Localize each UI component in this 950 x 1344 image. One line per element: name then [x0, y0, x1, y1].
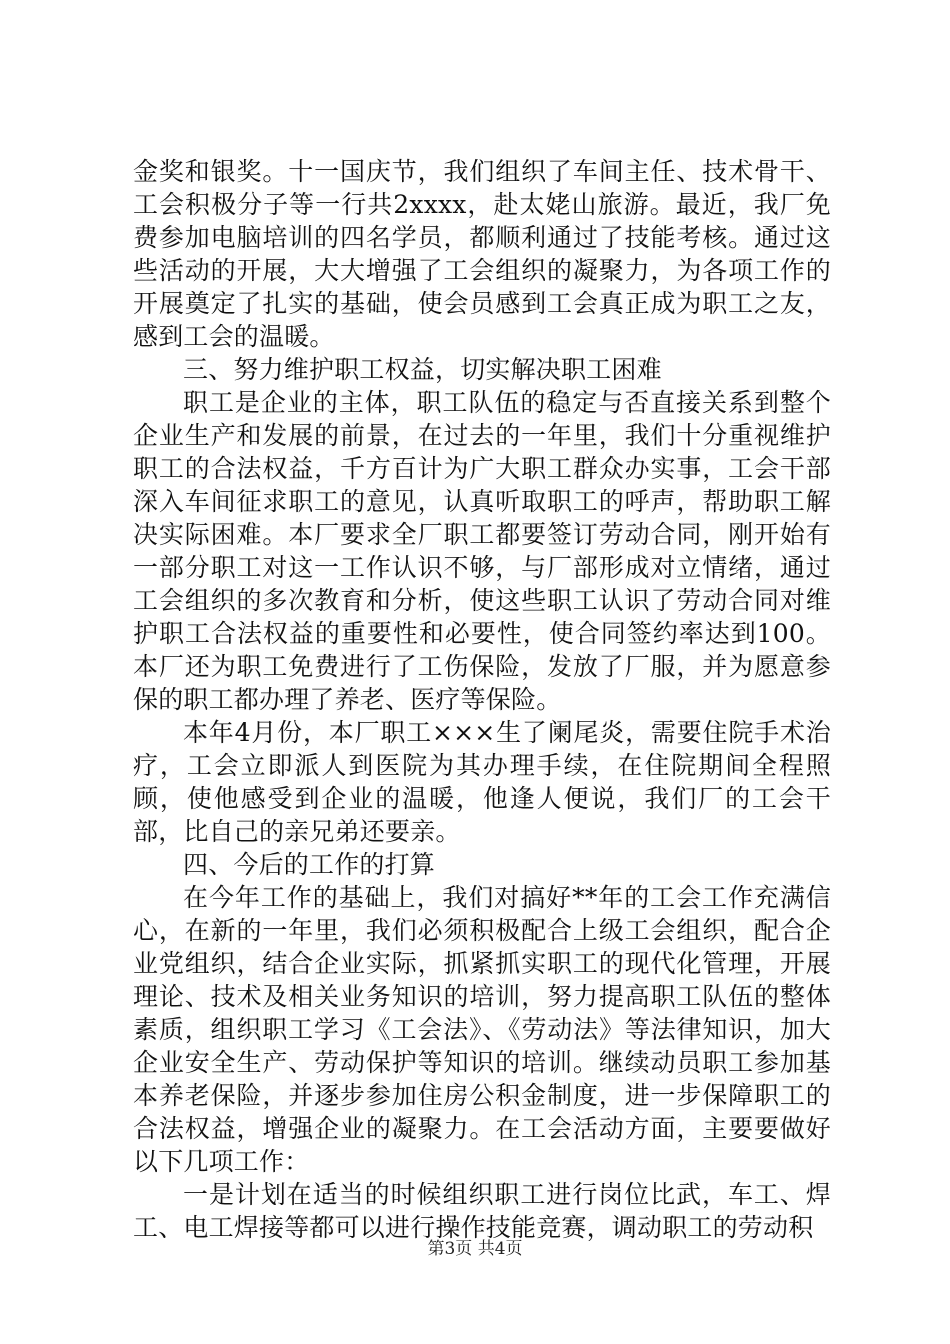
paragraph-appendicitis-case: 本年4月份，本厂职工×××生了阑尾炎，需要住院手术治疗，工会立即派人到医院为其办理手续，在住院期间全程照顾，使他感受到企业的温暖，他逢人便说，我们厂的工会干部，比自己的亲兄弟还要亲。: [133, 718, 831, 846]
paragraph-plans: 在今年工作的基础上，我们对搞好**年的工会工作充满信心，在新的一年里，我们必须积极配合上级工会组织，配合企业党组织，结合企业实际，抓紧抓实职工的现代化管理，开展理论、技术及相关业务知识的培训，努力提高职工队伍的整体素质，组织职工学习《工会法》、《劳动法》等法律知识，加大企业安全生产、劳动保护等知识的培训。继续动员职工参加基本养老保险，并逐步参加住房公积金制度，进一步保障职工的合法权益，增强企业的凝聚力。在工会活动方面，主要要做好以下几项工作：: [133, 883, 831, 1176]
paragraph-rights: 职工是企业的主体，职工队伍的稳定与否直接关系到整个企业生产和发展的前景，在过去的一年里，我们十分重视维护职工的合法权益，千方百计为广大职工群众办实事，工会干部深入车间征求职工的意见，认真听取职工的呼声，帮助职工解决实际困难。本厂要求全厂职工都要签订劳动合同，刚开始有一部分职工对这一工作认识不够，与厂部形成对立情绪，通过工会组织的多次教育和分析，使这些职工认识了劳动合同对维护职工合法权益的重要性和必要性，使合同签约率达到100。本厂还为职工免费进行了工伤保险，发放了厂服，并为愿意参保的职工都办理了养老、医疗等保险。: [133, 388, 831, 714]
page-footer: 第3页 共4页: [427, 1239, 523, 1259]
document-body: [133, 155, 831, 1244]
paragraph-plan-item-one: 一是计划在适当的时候组织职工进行岗位比武，车工、焊工、电工焊接等都可以进行操作技能竞赛，调动职工的劳动积: [133, 1180, 831, 1242]
section-heading-plans: 四、今后的工作的打算: [183, 850, 436, 879]
section-heading-rights: 三、努力维护职工权益，切实解决职工困难: [183, 355, 662, 384]
paragraph-activities-summary: 金奖和银奖。十一国庆节，我们组织了车间主任、技术骨干、工会积极分子等一行共2xxxx，赴太姥山旅游。最近，我厂免费参加电脑培训的四名学员，都顺利通过了技能考核。通过这些活动的开展，大大增强了工会组织的凝聚力，为各项工作的开展奠定了扎实的基础，使会员感到工会真正成为职工之友，感到工会的温暖。: [133, 157, 831, 351]
